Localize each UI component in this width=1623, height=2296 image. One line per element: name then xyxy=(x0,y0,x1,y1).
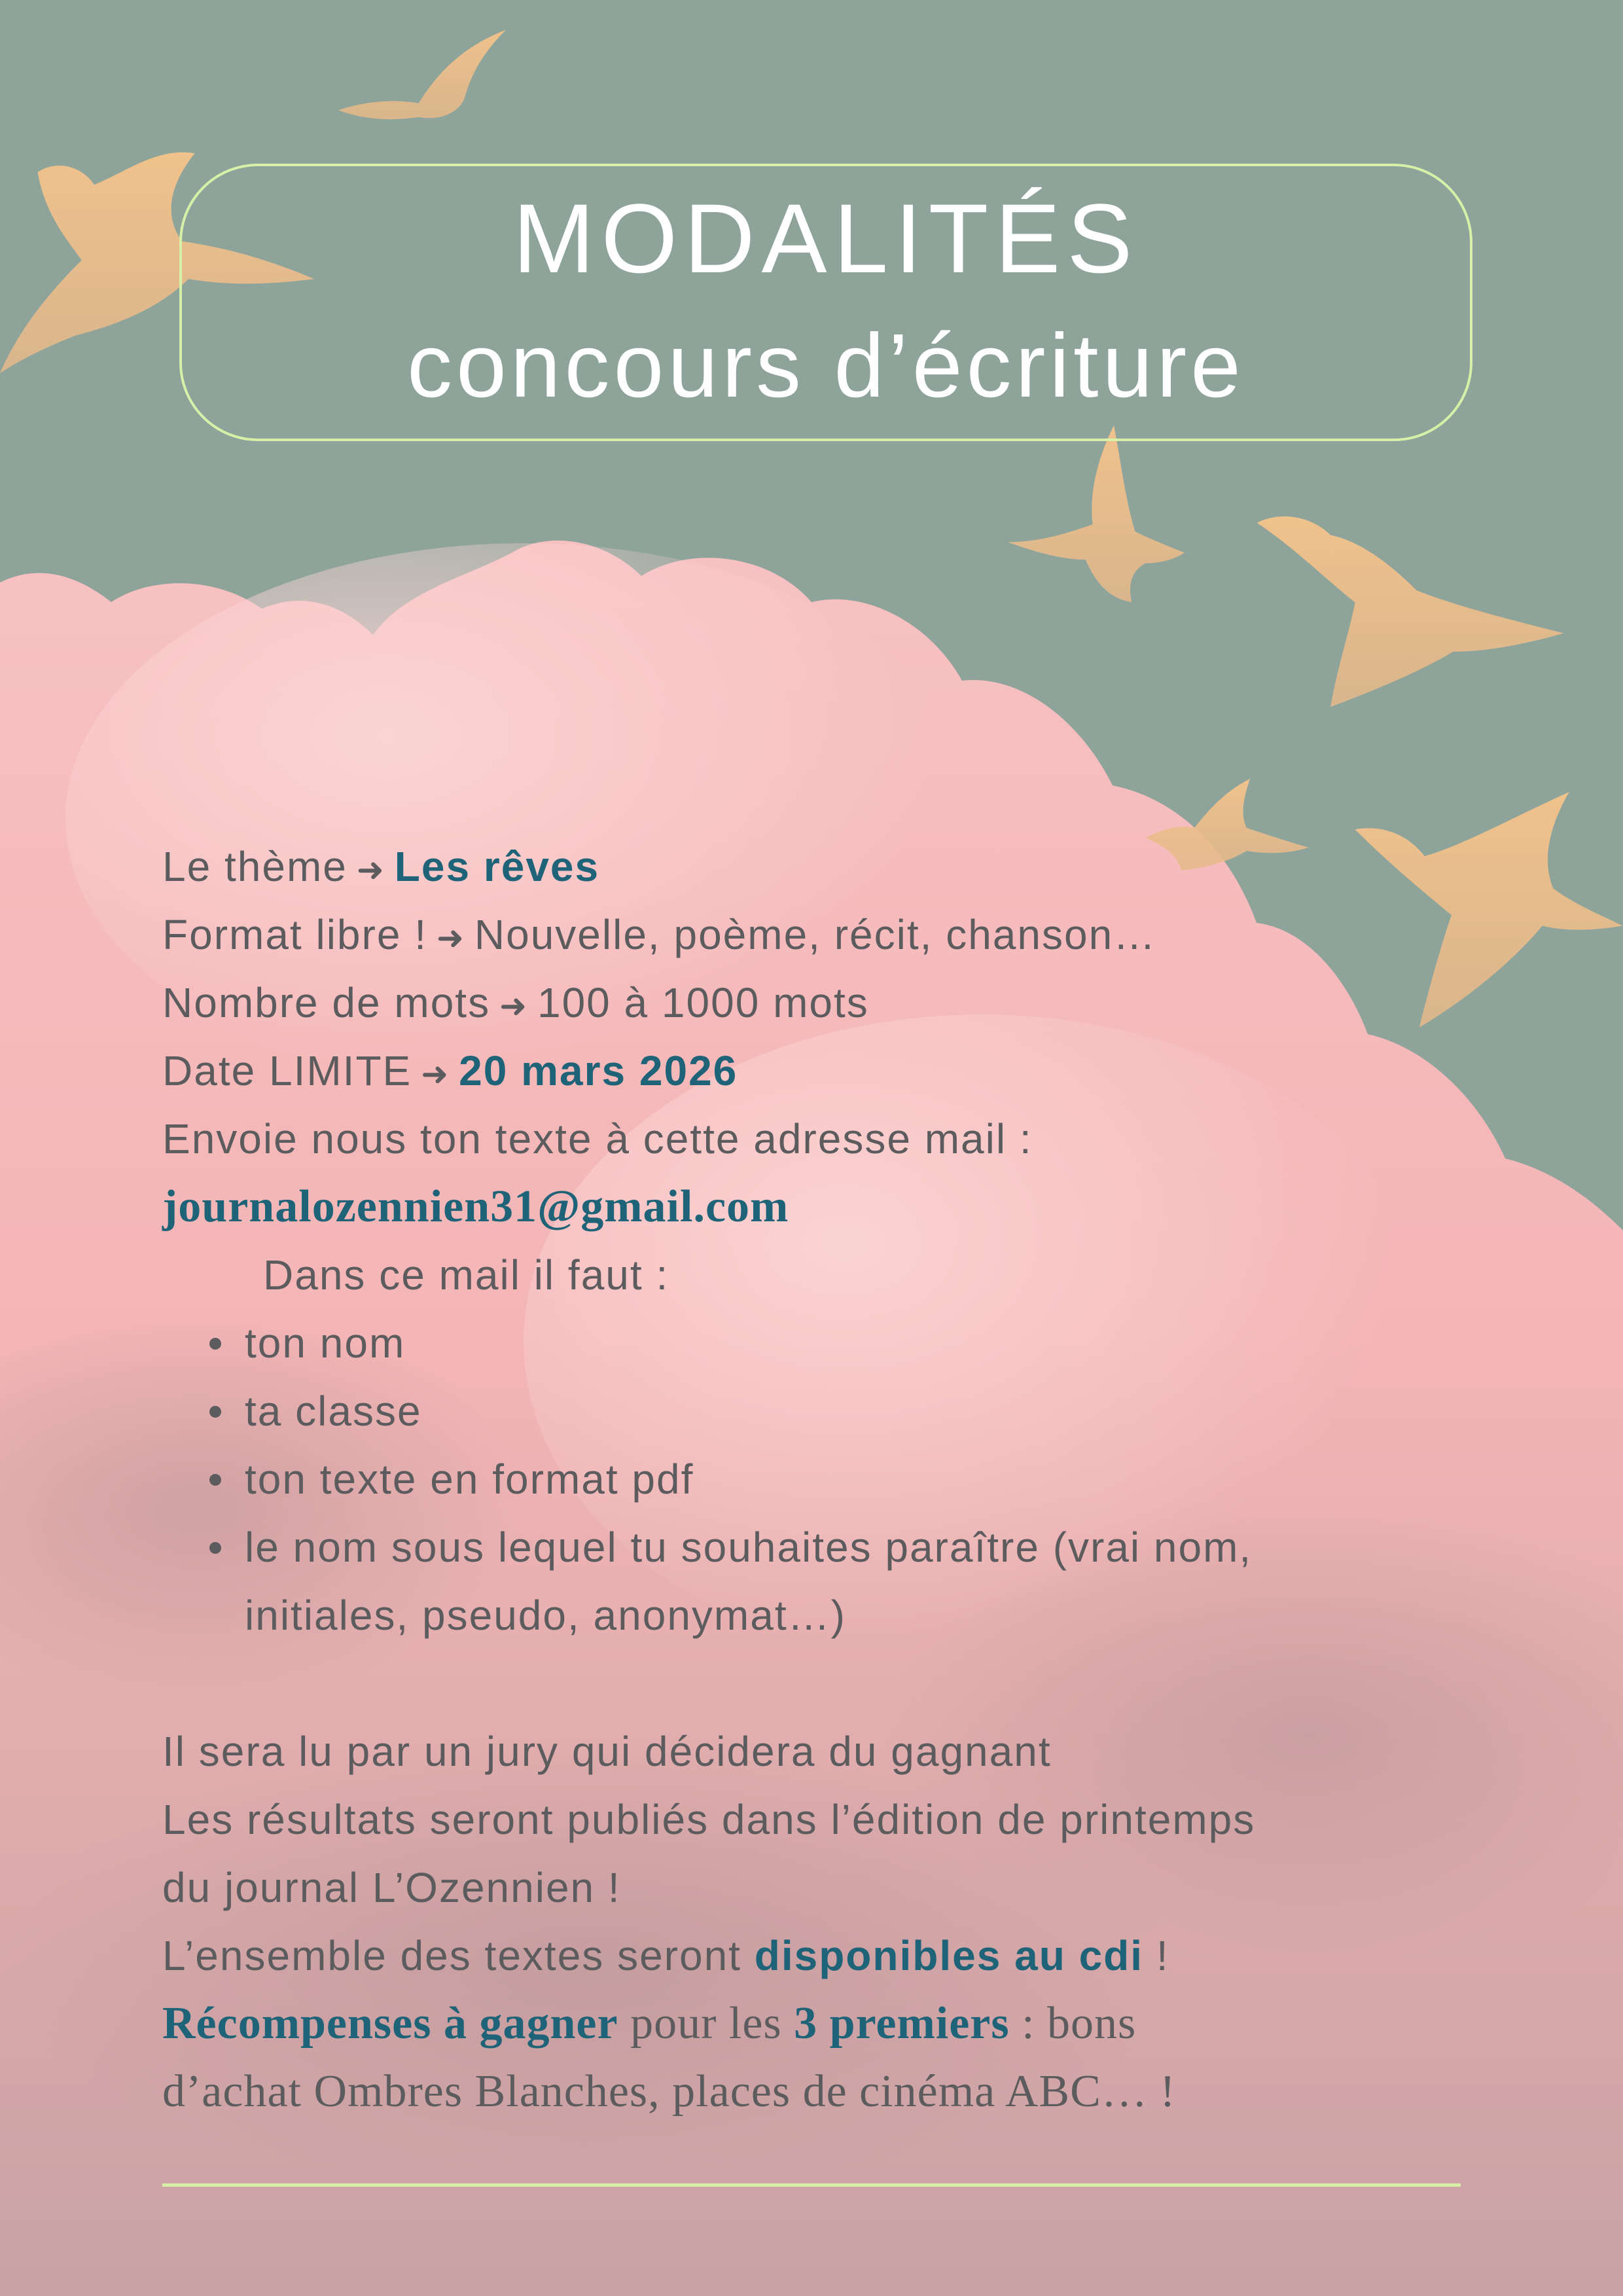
bullet-icon xyxy=(209,1406,221,1418)
jury-text: Il sera lu par un jury qui décidera du gagnant xyxy=(162,1728,1052,1775)
deadline-line xyxy=(162,1037,1478,1105)
bottom-divider xyxy=(162,2183,1461,2187)
rules-content xyxy=(162,833,1478,2126)
send-instruction: Envoie nous ton texte à cette adresse mail : xyxy=(162,1115,1033,1162)
deadline-value: 20 mars 2026 xyxy=(459,1047,738,1094)
bullet-icon xyxy=(209,1542,221,1554)
availability-line xyxy=(162,1922,1478,1990)
format-value: Nouvelle, poème, récit, chanson… xyxy=(474,911,1157,958)
bird-icon xyxy=(330,23,514,128)
availability-highlight: disponibles au cdi xyxy=(754,1932,1144,1979)
rewards-highlight: Récompenses à gagner xyxy=(162,1998,618,2049)
page-subtitle: concours d’écriture xyxy=(407,315,1245,416)
availability-prefix: L’ensemble des textes seront xyxy=(162,1932,741,1979)
availability-suffix: ! xyxy=(1156,1932,1169,1979)
deadline-label: Date LIMITE xyxy=(162,1047,412,1094)
format-line xyxy=(162,901,1478,969)
bird-icon xyxy=(1257,511,1564,707)
bullet-icon xyxy=(209,1338,221,1350)
right-arrow-icon: ➜ xyxy=(499,988,528,1024)
published-text-line1: Les résultats seront publiés dans l’édition de printemps xyxy=(162,1796,1256,1843)
rewards-line1 xyxy=(162,1990,1478,2058)
bird-icon xyxy=(1008,425,1185,602)
rewards-mid: pour les xyxy=(630,1998,782,2049)
list-item-continuation: initiales, pseudo, anonymat…) xyxy=(245,1592,846,1639)
page-title: MODALITÉS xyxy=(512,183,1139,293)
list-item: le nom sous lequel tu souhaites paraître (vrai nom, xyxy=(162,1513,1478,1581)
mail-intro: Dans ce mail il faut : xyxy=(263,1251,669,1299)
word-count-line xyxy=(162,969,1478,1037)
list-item: ta classe xyxy=(162,1377,1478,1445)
theme-label: Le thème xyxy=(162,843,348,890)
published-text-line2: du journal L’Ozennien ! xyxy=(162,1864,621,1911)
title-frame xyxy=(179,164,1472,441)
right-arrow-icon: ➜ xyxy=(356,852,385,888)
word-count-value: 100 à 1000 mots xyxy=(537,979,869,1026)
rewards-line2: d’achat Ombres Blanches, places de cinéma ABC… ! xyxy=(162,2066,1176,2117)
theme-line xyxy=(162,833,1478,901)
requirements-list xyxy=(162,1309,1478,1649)
right-arrow-icon: ➜ xyxy=(421,1056,450,1092)
list-item: ton texte en format pdf xyxy=(162,1445,1478,1513)
rewards-top: 3 premiers xyxy=(794,1998,1010,2049)
right-arrow-icon: ➜ xyxy=(436,920,465,956)
email-address[interactable]: journalozennien31@gmail.com xyxy=(162,1181,789,1232)
list-item: ton nom xyxy=(162,1309,1478,1377)
word-count-label: Nombre de mots xyxy=(162,979,491,1026)
rewards-suffix: : bons xyxy=(1022,1998,1137,2049)
theme-value: Les rêves xyxy=(394,843,600,890)
format-label: Format libre ! xyxy=(162,911,427,958)
bullet-icon xyxy=(209,1474,221,1486)
